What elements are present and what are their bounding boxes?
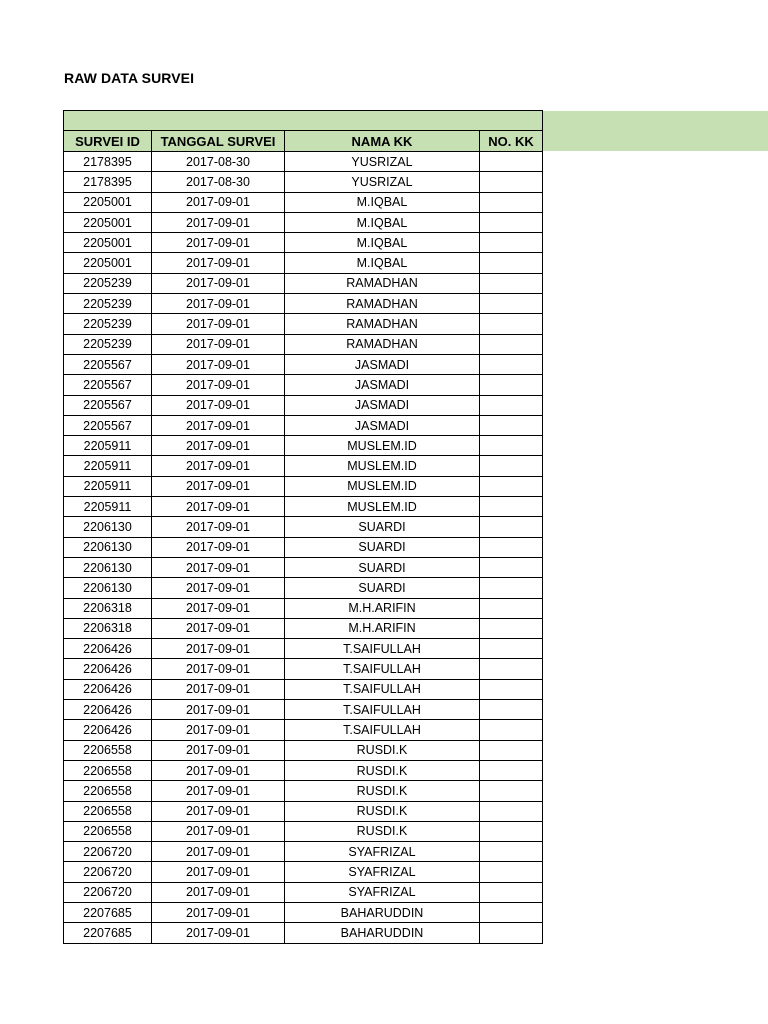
survei-id-cell[interactable]: 2206130	[64, 578, 152, 598]
no-kk-cell[interactable]	[480, 436, 543, 456]
nama-kk-cell[interactable]: M.IQBAL	[285, 192, 480, 212]
nama-kk-cell[interactable]: RAMADHAN	[285, 314, 480, 334]
nama-kk-cell[interactable]: JASMADI	[285, 375, 480, 395]
nama-kk-cell[interactable]: SYAFRIZAL	[285, 842, 480, 862]
no-kk-cell[interactable]	[480, 253, 543, 273]
nama-kk-cell[interactable]: BAHARUDDIN	[285, 923, 480, 943]
column-header-no-kk[interactable]: NO. KK	[480, 131, 543, 152]
no-kk-cell[interactable]	[480, 760, 543, 780]
tanggal-survei-cell[interactable]: 2017-09-01	[152, 639, 285, 659]
table-row	[64, 598, 543, 618]
nama-kk-cell[interactable]: RUSDI.K	[285, 740, 480, 760]
table-row	[64, 294, 543, 314]
nama-kk-cell[interactable]: BAHARUDDIN	[285, 902, 480, 922]
tanggal-survei-cell[interactable]: 2017-09-01	[152, 253, 285, 273]
survei-id-cell[interactable]: 2205911	[64, 476, 152, 496]
table-row	[64, 476, 543, 496]
survei-id-cell[interactable]: 2206426	[64, 700, 152, 720]
tanggal-survei-cell[interactable]: 2017-09-01	[152, 476, 285, 496]
table-row	[64, 781, 543, 801]
no-kk-cell[interactable]	[480, 375, 543, 395]
survei-id-cell[interactable]: 2205567	[64, 354, 152, 374]
tanggal-survei-cell[interactable]: 2017-09-01	[152, 497, 285, 517]
table-body	[64, 152, 543, 944]
no-kk-cell[interactable]	[480, 192, 543, 212]
table-row	[64, 923, 543, 943]
tanggal-survei-cell[interactable]: 2017-09-01	[152, 821, 285, 841]
survei-id-cell[interactable]: 2205001	[64, 233, 152, 253]
no-kk-cell[interactable]	[480, 821, 543, 841]
nama-kk-cell[interactable]: MUSLEM.ID	[285, 436, 480, 456]
table-row	[64, 842, 543, 862]
no-kk-cell[interactable]	[480, 476, 543, 496]
survei-id-cell[interactable]: 2206426	[64, 720, 152, 740]
tanggal-survei-cell[interactable]: 2017-09-01	[152, 902, 285, 922]
table-row	[64, 639, 543, 659]
tanggal-survei-cell[interactable]: 2017-08-30	[152, 152, 285, 172]
survei-id-cell[interactable]: 2205911	[64, 456, 152, 476]
tanggal-survei-cell[interactable]: 2017-09-01	[152, 415, 285, 435]
survei-id-cell[interactable]: 2178395	[64, 172, 152, 192]
no-kk-cell[interactable]	[480, 801, 543, 821]
tanggal-survei-cell[interactable]: 2017-09-01	[152, 395, 285, 415]
no-kk-cell[interactable]	[480, 902, 543, 922]
tanggal-survei-cell[interactable]: 2017-09-01	[152, 720, 285, 740]
tanggal-survei-cell[interactable]: 2017-09-01	[152, 375, 285, 395]
table-row	[64, 679, 543, 699]
table-row	[64, 314, 543, 334]
no-kk-cell[interactable]	[480, 781, 543, 801]
tanggal-survei-cell[interactable]: 2017-09-01	[152, 618, 285, 638]
table-row	[64, 618, 543, 638]
table-row	[64, 415, 543, 435]
no-kk-cell[interactable]	[480, 923, 543, 943]
tanggal-survei-cell[interactable]: 2017-08-30	[152, 172, 285, 192]
column-header-tanggal-survei[interactable]: TANGGAL SURVEI	[152, 131, 285, 152]
table-row	[64, 172, 543, 192]
tanggal-survei-cell[interactable]: 2017-09-01	[152, 212, 285, 232]
tanggal-survei-cell[interactable]: 2017-09-01	[152, 598, 285, 618]
no-kk-cell[interactable]	[480, 294, 543, 314]
tanggal-survei-cell[interactable]: 2017-09-01	[152, 923, 285, 943]
no-kk-cell[interactable]	[480, 415, 543, 435]
nama-kk-cell[interactable]: JASMADI	[285, 354, 480, 374]
nama-kk-cell[interactable]: T.SAIFULLAH	[285, 659, 480, 679]
table-row	[64, 212, 543, 232]
tanggal-survei-cell[interactable]: 2017-09-01	[152, 781, 285, 801]
tanggal-survei-cell[interactable]: 2017-09-01	[152, 456, 285, 476]
table-row	[64, 375, 543, 395]
survei-id-cell[interactable]: 2206318	[64, 618, 152, 638]
nama-kk-cell[interactable]: RAMADHAN	[285, 334, 480, 354]
no-kk-cell[interactable]	[480, 639, 543, 659]
nama-kk-cell[interactable]: T.SAIFULLAH	[285, 720, 480, 740]
table-row	[64, 557, 543, 577]
survei-id-cell[interactable]: 2206426	[64, 639, 152, 659]
nama-kk-cell[interactable]: RUSDI.K	[285, 821, 480, 841]
table-row	[64, 436, 543, 456]
survei-id-cell[interactable]: 2206130	[64, 557, 152, 577]
table-row	[64, 801, 543, 821]
nama-kk-cell[interactable]: YUSRIZAL	[285, 172, 480, 192]
no-kk-cell[interactable]	[480, 273, 543, 293]
column-header-survei-id[interactable]: SURVEI ID	[64, 131, 152, 152]
no-kk-cell[interactable]	[480, 334, 543, 354]
survei-id-cell[interactable]: 2206558	[64, 781, 152, 801]
no-kk-cell[interactable]	[480, 578, 543, 598]
survei-id-cell[interactable]: 2206558	[64, 760, 152, 780]
nama-kk-cell[interactable]: MUSLEM.ID	[285, 476, 480, 496]
survei-id-cell[interactable]: 2205911	[64, 436, 152, 456]
no-kk-cell[interactable]	[480, 557, 543, 577]
survei-id-cell[interactable]: 2205567	[64, 415, 152, 435]
survei-id-cell[interactable]: 2206426	[64, 679, 152, 699]
table-row	[64, 517, 543, 537]
tanggal-survei-cell[interactable]: 2017-09-01	[152, 578, 285, 598]
table-row	[64, 882, 543, 902]
nama-kk-cell[interactable]: RAMADHAN	[285, 294, 480, 314]
tanggal-survei-cell[interactable]: 2017-09-01	[152, 842, 285, 862]
table-row	[64, 902, 543, 922]
table-row	[64, 578, 543, 598]
table-row	[64, 720, 543, 740]
nama-kk-cell[interactable]: T.SAIFULLAH	[285, 639, 480, 659]
survei-id-cell[interactable]: 2206426	[64, 659, 152, 679]
tanggal-survei-cell[interactable]: 2017-09-01	[152, 882, 285, 902]
nama-kk-cell[interactable]: RUSDI.K	[285, 801, 480, 821]
no-kk-cell[interactable]	[480, 314, 543, 334]
no-kk-cell[interactable]	[480, 659, 543, 679]
no-kk-cell[interactable]	[480, 679, 543, 699]
table-row	[64, 821, 543, 841]
no-kk-cell[interactable]	[480, 537, 543, 557]
column-header-nama-kk[interactable]: NAMA KK	[285, 131, 480, 152]
no-kk-cell[interactable]	[480, 842, 543, 862]
table-row	[64, 395, 543, 415]
table-row	[64, 233, 543, 253]
no-kk-cell[interactable]	[480, 700, 543, 720]
tanggal-survei-cell[interactable]: 2017-09-01	[152, 760, 285, 780]
survei-id-cell[interactable]: 2206130	[64, 537, 152, 557]
tanggal-survei-cell[interactable]: 2017-09-01	[152, 334, 285, 354]
table-row	[64, 354, 543, 374]
no-kk-cell[interactable]	[480, 618, 543, 638]
nama-kk-cell[interactable]: SUARDI	[285, 578, 480, 598]
tanggal-survei-cell[interactable]: 2017-09-01	[152, 436, 285, 456]
survei-id-cell[interactable]: 2205001	[64, 253, 152, 273]
tanggal-survei-cell[interactable]: 2017-09-01	[152, 801, 285, 821]
tanggal-survei-cell[interactable]: 2017-09-01	[152, 354, 285, 374]
tanggal-survei-cell[interactable]: 2017-09-01	[152, 679, 285, 699]
header-band-extension	[541, 111, 768, 151]
nama-kk-cell[interactable]: M.H.ARIFIN	[285, 598, 480, 618]
nama-kk-cell[interactable]: T.SAIFULLAH	[285, 679, 480, 699]
nama-kk-cell[interactable]: JASMADI	[285, 415, 480, 435]
survei-id-cell[interactable]: 2207685	[64, 923, 152, 943]
tanggal-survei-cell[interactable]: 2017-09-01	[152, 537, 285, 557]
survei-id-cell[interactable]: 2205239	[64, 334, 152, 354]
nama-kk-cell[interactable]: SYAFRIZAL	[285, 862, 480, 882]
table-row	[64, 497, 543, 517]
table-row	[64, 192, 543, 212]
nama-kk-cell[interactable]: JASMADI	[285, 395, 480, 415]
tanggal-survei-cell[interactable]: 2017-09-01	[152, 659, 285, 679]
no-kk-cell[interactable]	[480, 598, 543, 618]
table-row	[64, 334, 543, 354]
nama-kk-cell[interactable]: SUARDI	[285, 517, 480, 537]
tanggal-survei-cell[interactable]: 2017-09-01	[152, 233, 285, 253]
table-row	[64, 253, 543, 273]
survei-id-cell[interactable]: 2205001	[64, 192, 152, 212]
no-kk-cell[interactable]	[480, 152, 543, 172]
tanggal-survei-cell[interactable]: 2017-09-01	[152, 294, 285, 314]
tanggal-survei-cell[interactable]: 2017-09-01	[152, 192, 285, 212]
tanggal-survei-cell[interactable]: 2017-09-01	[152, 700, 285, 720]
table-row	[64, 700, 543, 720]
column-header-row	[64, 131, 543, 152]
nama-kk-cell[interactable]: RAMADHAN	[285, 273, 480, 293]
survei-id-cell[interactable]: 2206720	[64, 862, 152, 882]
survei-id-cell[interactable]: 2206720	[64, 842, 152, 862]
no-kk-cell[interactable]	[480, 497, 543, 517]
table-row	[64, 740, 543, 760]
tanggal-survei-cell[interactable]: 2017-09-01	[152, 862, 285, 882]
survei-id-cell[interactable]: 2207685	[64, 902, 152, 922]
nama-kk-cell[interactable]: YUSRIZAL	[285, 152, 480, 172]
no-kk-cell[interactable]	[480, 395, 543, 415]
survei-id-cell[interactable]: 2205911	[64, 497, 152, 517]
nama-kk-cell[interactable]: SUARDI	[285, 537, 480, 557]
nama-kk-cell[interactable]: RUSDI.K	[285, 760, 480, 780]
header-band-cell	[64, 111, 543, 131]
survei-id-cell[interactable]: 2206720	[64, 882, 152, 902]
no-kk-cell[interactable]	[480, 740, 543, 760]
no-kk-cell[interactable]	[480, 354, 543, 374]
no-kk-cell[interactable]	[480, 720, 543, 740]
no-kk-cell[interactable]	[480, 172, 543, 192]
tanggal-survei-cell[interactable]: 2017-09-01	[152, 517, 285, 537]
nama-kk-cell[interactable]: M.IQBAL	[285, 233, 480, 253]
survey-table	[63, 110, 543, 944]
table-row	[64, 659, 543, 679]
survei-id-cell[interactable]: 2205567	[64, 375, 152, 395]
nama-kk-cell[interactable]: SUARDI	[285, 557, 480, 577]
table-row	[64, 862, 543, 882]
sheet-title: RAW DATA SURVEI	[64, 70, 195, 86]
survei-id-cell[interactable]: 2178395	[64, 152, 152, 172]
tanggal-survei-cell[interactable]: 2017-09-01	[152, 557, 285, 577]
nama-kk-cell[interactable]: MUSLEM.ID	[285, 456, 480, 476]
no-kk-cell[interactable]	[480, 456, 543, 476]
no-kk-cell[interactable]	[480, 862, 543, 882]
survei-id-cell[interactable]: 2206558	[64, 740, 152, 760]
tanggal-survei-cell[interactable]: 2017-09-01	[152, 740, 285, 760]
table-row	[64, 760, 543, 780]
tanggal-survei-cell[interactable]: 2017-09-01	[152, 273, 285, 293]
survei-id-cell[interactable]: 2205239	[64, 294, 152, 314]
table-row	[64, 152, 543, 172]
tanggal-survei-cell[interactable]: 2017-09-01	[152, 314, 285, 334]
no-kk-cell[interactable]	[480, 517, 543, 537]
nama-kk-cell[interactable]: M.H.ARIFIN	[285, 618, 480, 638]
no-kk-cell[interactable]	[480, 233, 543, 253]
nama-kk-cell[interactable]: T.SAIFULLAH	[285, 700, 480, 720]
nama-kk-cell[interactable]: M.IQBAL	[285, 253, 480, 273]
survei-id-cell[interactable]: 2206130	[64, 517, 152, 537]
header-band-row	[64, 111, 543, 131]
survei-id-cell[interactable]: 2205239	[64, 273, 152, 293]
nama-kk-cell[interactable]: MUSLEM.ID	[285, 497, 480, 517]
no-kk-cell[interactable]	[480, 882, 543, 902]
survei-id-cell[interactable]: 2206558	[64, 821, 152, 841]
survei-id-cell[interactable]: 2205567	[64, 395, 152, 415]
table-row	[64, 537, 543, 557]
survei-id-cell[interactable]: 2206318	[64, 598, 152, 618]
survei-id-cell[interactable]: 2205239	[64, 314, 152, 334]
nama-kk-cell[interactable]: RUSDI.K	[285, 781, 480, 801]
table-row	[64, 456, 543, 476]
survei-id-cell[interactable]: 2205001	[64, 212, 152, 232]
nama-kk-cell[interactable]: SYAFRIZAL	[285, 882, 480, 902]
table-row	[64, 273, 543, 293]
nama-kk-cell[interactable]: M.IQBAL	[285, 212, 480, 232]
no-kk-cell[interactable]	[480, 212, 543, 232]
survei-id-cell[interactable]: 2206558	[64, 801, 152, 821]
